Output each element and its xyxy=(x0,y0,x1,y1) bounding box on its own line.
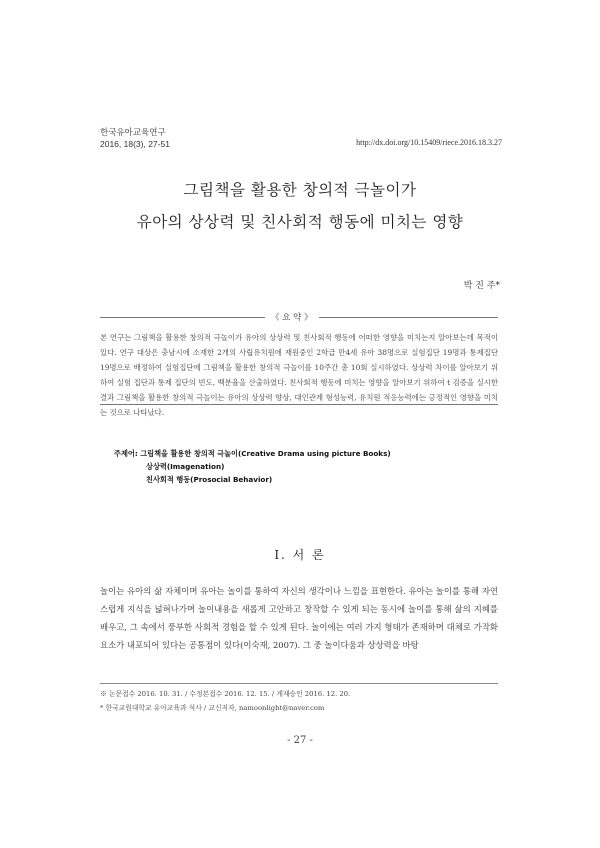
paper-title-line1: 그림책을 활용한 창의적 극놀이가 xyxy=(183,181,417,199)
keywords xyxy=(114,447,391,460)
keywords-label: 주제어: xyxy=(114,449,141,458)
doi-link[interactable]: http://dx.doi.org/10.15409/riece.2016.18.3.27 xyxy=(356,138,502,147)
abstract-text: 본 연구는 그림책을 활용한 창의적 극놀이가 유아의 상상력 및 친사회적 행동에 어떠한 영향을 미치는지 알아보는데 목적이 있다. 연구 대상은 충남시에 소재한 2개의 사립유치원에 재원중인 2학급 만4세 유아 38명으로 실험집단 19명과 통제집단 19명으로 배정하여 실험집단에 그림책을 활용한 창의적 극놀이를 10주간 총 10회 실시하였다. 상상력 차이를 알아보기 위하여 실험 집단과 통제 집단의 빈도, 백분율을 산출하였다. 친사회적 행동에 미치는 영향을 알아보기 위하여 t 검증을 실시한 결과 그림책을 활용한 창의적 극놀이는 유아의 상상력 향상, 대인관계 형성능력, 유치원 적응능력에는 긍정적인 영향을 미치는 것으로 나타났다. xyxy=(100,333,498,417)
keyword-2: 상상력(Imagenation) xyxy=(146,462,225,471)
author-name: 박 진 주* xyxy=(463,281,500,291)
keyword-1: 그림책을 활용한 창의적 극놀이(Creative Drama using picture Books) xyxy=(140,449,391,458)
journal-name: 한국유아교육연구 xyxy=(100,127,166,137)
keyword-3: 친사회적 행동(Prosocial Behavior) xyxy=(146,475,273,484)
abstract-heading: 《 요 약 》 xyxy=(265,311,319,323)
page-number: - 27 - xyxy=(287,735,313,746)
footnote-affiliation: * 한국교원대학교 유아교육과 석사 / 교신저자, namoonlight@naver.com xyxy=(100,704,325,712)
footnote-dates: ※ 논문접수 2016. 10. 31. / 수정본접수 2016. 12. 15. / 게재승인 2016. 12. 20. xyxy=(100,690,351,698)
paper-title-line2: 유아의 상상력 및 친사회적 행동에 미치는 영향 xyxy=(136,213,464,231)
section-heading: Ⅰ. 서 론 xyxy=(274,548,326,562)
footnote-rule xyxy=(100,683,498,684)
journal-header xyxy=(100,126,170,150)
volume-issue: 2016, 18(3), 27-51 xyxy=(100,139,170,149)
body-paragraph: 놀이는 유아의 삶 자체이며 유아는 놀이를 통하여 자신의 생각이나 느낌을 표현한다. 유아는 놀이를 통해 자연스럽게 지식을 넓혀나가며 놀이내용을 새롭게 고안하고 창작할 수 있게 되는 동시에 놀이를 통해 삶의 지혜를 배우고, 그 속에서 풍부한 사회적 경험을 할 수 있게 된다. 놀이에는 여러 가지 형태가 존재하며 대체로 가작화요소가 내포되어 있다는 공통점이 있다(이숙재, 2007). 그 중 놀이다움과 상상력을 바탕 xyxy=(100,586,498,650)
